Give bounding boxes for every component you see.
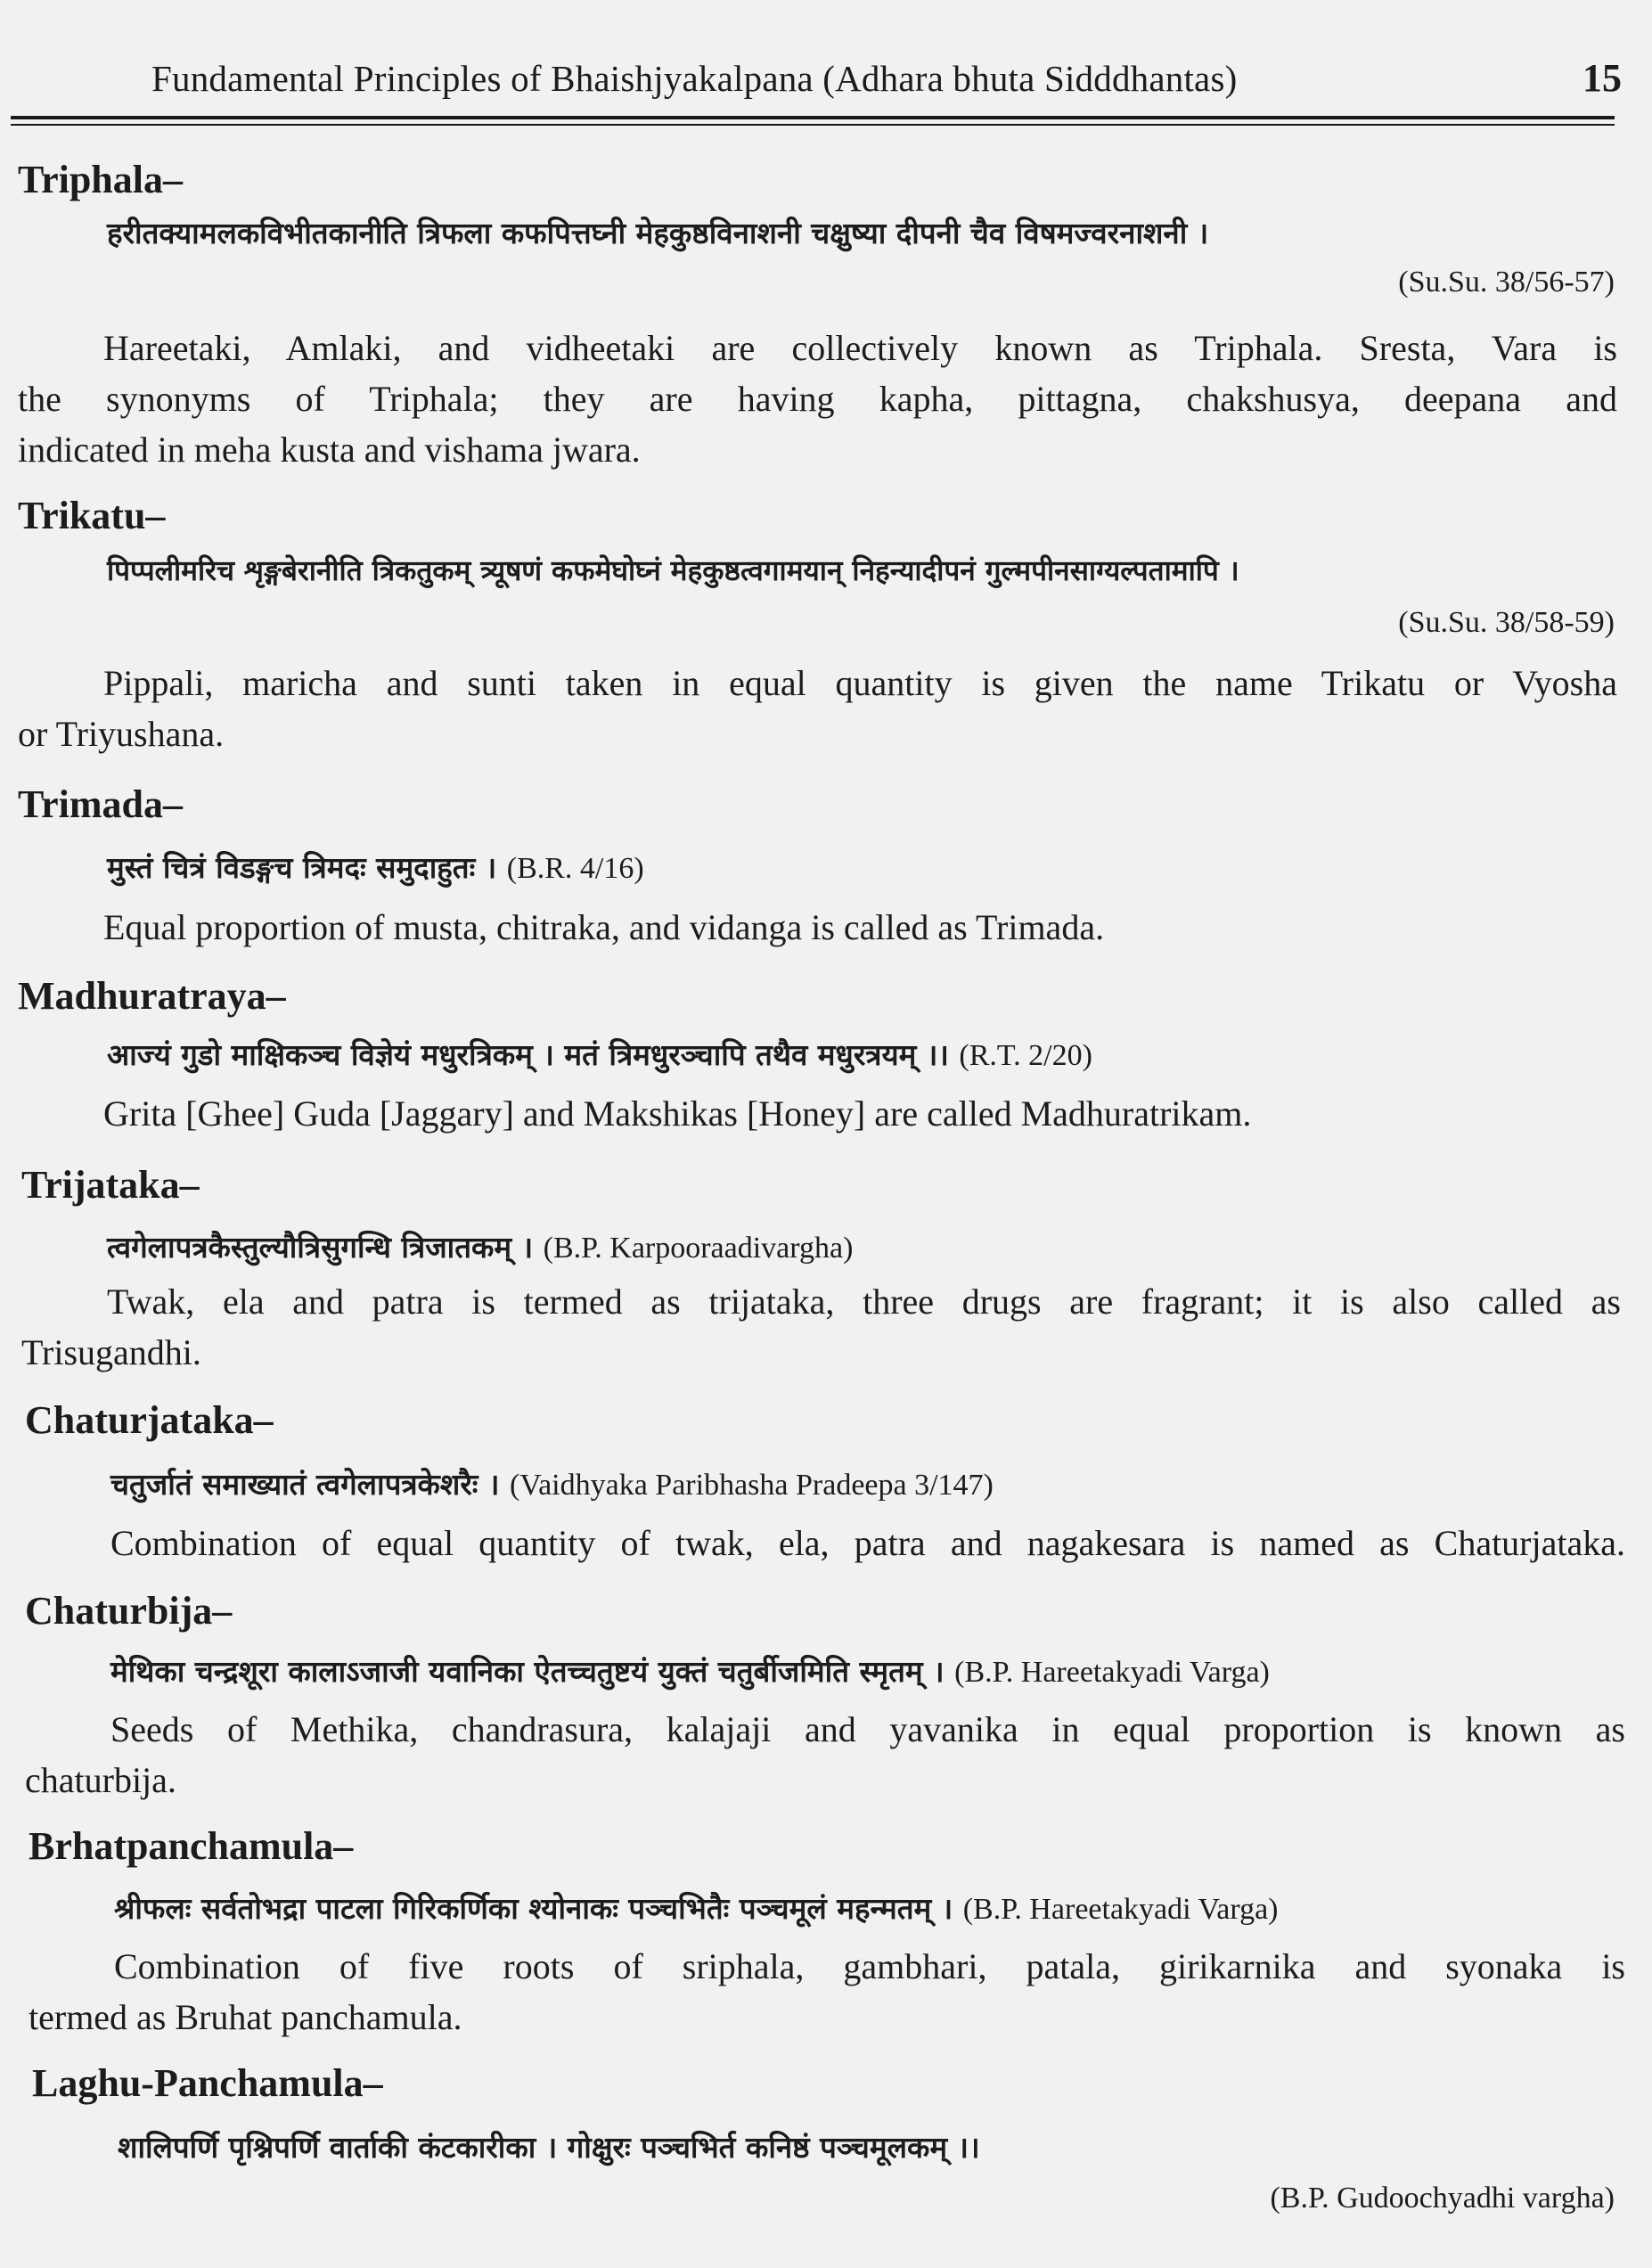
section-heading-laghu-panchamula: Laghu-Panchamula– — [32, 2061, 383, 2105]
paragraph-line: indicated in meha kusta and vishama jwara. — [18, 430, 641, 470]
verse-text: त्वगेलापत्रकैस्तुल्यौत्रिसुगन्धि त्रिजातकम् । — [107, 1230, 534, 1265]
section-heading-madhuratraya: Madhuratraya– — [18, 974, 286, 1018]
section-heading-triphala: Triphala– — [18, 158, 184, 201]
paragraph-line: Seeds of Methika, chandrasura, kalajaji and yavanika in equal proportion is known as — [110, 1709, 1625, 1749]
sanskrit-verse-trijataka — [107, 1226, 853, 1266]
paragraph-line: Grita [Ghee] Guda [Jaggary] and Makshikas [Honey] are called Madhuratrikam. — [103, 1093, 1252, 1134]
paragraph-chaturjataka — [110, 1518, 1625, 1568]
paragraph-trimada — [103, 902, 1104, 953]
verse-reference-triphala: (Su.Su. 38/56-57) — [1398, 266, 1615, 299]
paragraph-trijataka — [21, 1276, 1621, 1378]
paragraph-brhatpanchamula — [29, 1941, 1625, 2043]
paragraph-chaturbija — [25, 1704, 1625, 1805]
verse-reference-trijataka: (B.P. Karpooraadivargha) — [543, 1232, 854, 1265]
paragraph-line: Trisugandhi. — [21, 1332, 201, 1372]
paragraph-line: Hareetaki, Amlaki, and vidheetaki are collectively known as Triphala. Sresta, Vara is — [103, 328, 1617, 368]
header-rule-thin — [11, 124, 1615, 126]
running-header — [151, 52, 1622, 105]
verse-text: श्रीफलः सर्वतोभद्रा पाटला गिरिकर्णिका श्योनाकः पञ्चभितैः पञ्चमूलं महन्मतम् । — [114, 1891, 953, 1926]
paragraph-line: chaturbija. — [25, 1760, 176, 1800]
paragraph-line: the synonyms of Triphala; they are having kapha, pittagna, chakshusya, deepana and — [18, 379, 1617, 419]
verse-reference-brhatpanchamula: (B.P. Hareetakyadi Varga) — [962, 1893, 1279, 1926]
sanskrit-verse-trikatu: पिप्पलीमरिच शृङ्गबेरानीति त्रिकतुकम् त्र्यूषणं कफमेघोघ्नं मेहकुष्ठत्वगामयान् निहन्यादीपनं गुल्मपीनसाग्यल्पतामापि । — [107, 555, 1239, 587]
verse-reference-laghu-panchamula: (B.P. Gudoochyadhi vargha) — [1270, 2182, 1615, 2215]
verse-text: मेथिका चन्द्रशूरा कालाऽजाजी यवानिका ऐतच्चतुष्टयं युक्तं चतुर्बीजमिति स्मृतम् । — [110, 1654, 945, 1689]
verse-text: मुस्तं चित्रं विडङ्गच त्रिमदः समुदाहुतः । — [107, 850, 497, 885]
verse-reference-madhuratraya: (R.T. 2/20) — [959, 1039, 1092, 1072]
paragraph-trikatu — [18, 658, 1617, 759]
paragraph-line: Combination of five roots of sriphala, gambhari, patala, girikarnika and syonaka is — [114, 1946, 1625, 1986]
section-heading-chaturbija: Chaturbija– — [25, 1589, 233, 1633]
sanskrit-verse-laghu-panchamula: शालिपर्णि पृश्निपर्णि वार्ताकी कंटकारीका । गोक्षुरः पञ्चभिर्त कनिष्ठं पञ्चमूलकम् ।। — [118, 2130, 980, 2165]
sanskrit-verse-chaturbija — [110, 1650, 1270, 1691]
section-heading-chaturjataka: Chaturjataka– — [25, 1398, 274, 1442]
section-heading-trijataka: Trijataka– — [21, 1163, 200, 1207]
section-heading-trikatu: Trikatu– — [18, 494, 166, 537]
verse-text: चतुर्जातं समाख्यातं त्वगेलापत्रकेशरैः । — [110, 1467, 500, 1502]
paragraph-line: Combination of equal quantity of twak, ela, patra and nagakesara is named as Chaturjataka. — [110, 1523, 1625, 1563]
verse-text: आज्यं गुडो माक्षिकञ्च विज्ञेयं मधुरत्रिकम् । मतं त्रिमधुरञ्चापि तथैव मधुरत्रयम् ।। — [107, 1037, 949, 1072]
page-number: 15 — [1582, 56, 1622, 100]
header-title: Fundamental Principles of Bhaishjyakalpana (Adhara bhuta Sidddhantas) — [151, 58, 1238, 99]
paragraph-line: Twak, ela and patra is termed as trijataka, three drugs are fragrant; it is also called as — [107, 1281, 1621, 1322]
paragraph-madhuratraya — [103, 1088, 1251, 1139]
verse-reference-trimada: (B.R. 4/16) — [506, 852, 644, 885]
section-heading-trimada: Trimada– — [18, 782, 183, 826]
paragraph-line: Pippali, maricha and sunti taken in equal quantity is given the name Trikatu or Vyosha — [103, 663, 1617, 703]
sanskrit-verse-triphala: हरीतक्यामलकविभीतकानीति त्रिफला कफपित्तघ्नी मेहकुष्ठविनाशनी चक्षुष्या दीपनी चैव विषमज्वरनाशनी । — [107, 216, 1209, 250]
sanskrit-verse-trimada — [107, 847, 644, 887]
verse-reference-chaturbija: (B.P. Hareetakyadi Varga) — [954, 1656, 1270, 1689]
verse-reference-trikatu: (Su.Su. 38/58-59) — [1398, 606, 1615, 639]
sanskrit-verse-brhatpanchamula — [114, 1887, 1278, 1928]
paragraph-line: or Triyushana. — [18, 714, 225, 754]
sanskrit-verse-chaturjataka — [110, 1463, 994, 1503]
paragraph-line: termed as Bruhat panchamula. — [29, 1997, 462, 2037]
header-rule-thick — [11, 116, 1615, 119]
verse-reference-chaturjataka: (Vaidhyaka Paribhasha Pradeepa 3/147) — [509, 1469, 994, 1502]
paragraph-triphala — [18, 323, 1617, 475]
sanskrit-verse-madhuratraya — [107, 1034, 1092, 1074]
section-heading-brhatpanchamula: Brhatpanchamula– — [29, 1824, 354, 1868]
paragraph-line: Equal proportion of musta, chitraka, and vidanga is called as Trimada. — [103, 907, 1105, 947]
